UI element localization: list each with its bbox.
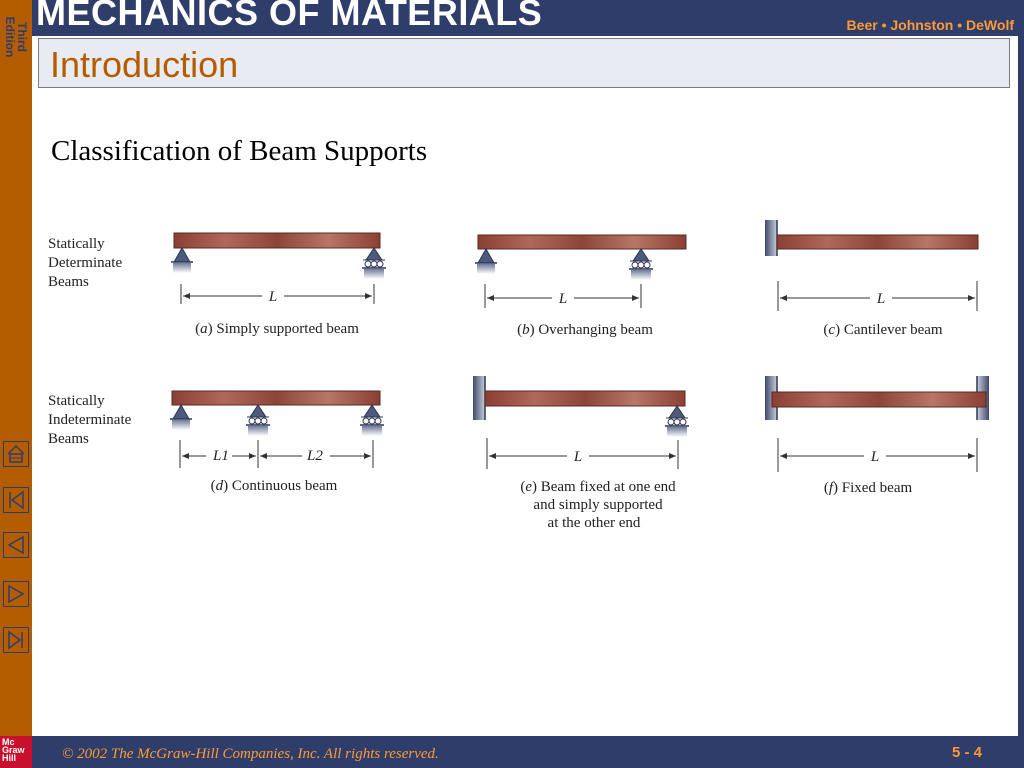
panel-e-caption-line-3: at the other end (547, 515, 641, 531)
mcgraw-hill-logo: Mc Graw Hill (0, 736, 32, 768)
dimension-label: L (870, 449, 880, 465)
page-number: 5 - 4 (951, 744, 982, 761)
home-button[interactable] (3, 441, 29, 467)
previous-slide-icon (5, 534, 27, 556)
row-label-determinate: Statically Determinate Beams (48, 236, 123, 290)
fixed-wall (473, 376, 485, 420)
dimension-label-l1: L1 (213, 448, 229, 464)
next-slide-icon (5, 583, 27, 605)
panel-c-cantilever (765, 220, 978, 338)
pin-support (171, 248, 193, 273)
beam (772, 392, 986, 407)
panel-b-caption: (b) Overhanging beam (517, 322, 653, 338)
slide-header (32, 0, 1024, 36)
pin-support (475, 249, 497, 274)
row-label-indeterminate: Statically Indeterminate Beams (48, 393, 132, 447)
panel-b-overhanging (475, 235, 686, 338)
slide-content (32, 36, 1018, 736)
beam (777, 235, 978, 249)
home-icon (5, 443, 27, 465)
first-slide-button[interactable] (3, 487, 29, 513)
panel-e-caption-line-2: and simply supported (533, 497, 663, 513)
edition-line-1: Third (15, 22, 29, 52)
beam-supports-figure (32, 36, 1018, 736)
book-title: MECHANICS OF MATERIALS (36, 0, 543, 33)
panel-a-simply-supported (171, 233, 386, 337)
next-slide-button[interactable] (3, 581, 29, 607)
roller-support (629, 249, 653, 280)
copyright-notice: © 2002 The McGraw-Hill Companies, Inc. All rights reserved. (62, 746, 439, 762)
beam (485, 391, 685, 406)
beam (478, 235, 686, 249)
roller-support (665, 406, 689, 437)
last-slide-button[interactable] (3, 627, 29, 653)
panel-f-fixed (765, 376, 989, 496)
section-title: Introduction (50, 44, 239, 85)
right-border (1018, 36, 1024, 736)
dimension-label: L (573, 449, 583, 465)
fixed-wall (765, 220, 777, 256)
slide-heading: Classification of Beam Supports (51, 135, 428, 167)
roller-support (362, 248, 386, 279)
slide-footer (32, 736, 1024, 768)
panel-d-continuous (170, 391, 384, 494)
pin-support (170, 405, 192, 430)
edition-line-2: Edition (3, 16, 17, 58)
dimension-label: L (558, 291, 568, 307)
authors: Beer • Johnston • DeWolf (846, 17, 1014, 33)
sidebar (0, 0, 32, 736)
last-slide-icon (5, 629, 27, 651)
roller-support (246, 405, 270, 436)
edition-label (0, 7, 28, 67)
panel-d-caption: (d) Continuous beam (210, 478, 338, 494)
dimension-label: L (268, 289, 278, 305)
beam (174, 233, 380, 248)
previous-slide-button[interactable] (3, 532, 29, 558)
panel-a-caption: (a) Simply supported beam (195, 321, 359, 337)
beam (172, 391, 380, 405)
panel-c-caption: (c) Cantilever beam (823, 322, 943, 338)
panel-e-caption: (e) Beam fixed at one end (520, 479, 676, 495)
panel-e-fixed-simply-supported (473, 376, 689, 531)
dimension-label: L (876, 291, 886, 307)
roller-support (360, 405, 384, 436)
dimension-label-l2: L2 (307, 448, 323, 464)
first-slide-icon (5, 489, 27, 511)
panel-f-caption: (f) Fixed beam (823, 480, 913, 496)
